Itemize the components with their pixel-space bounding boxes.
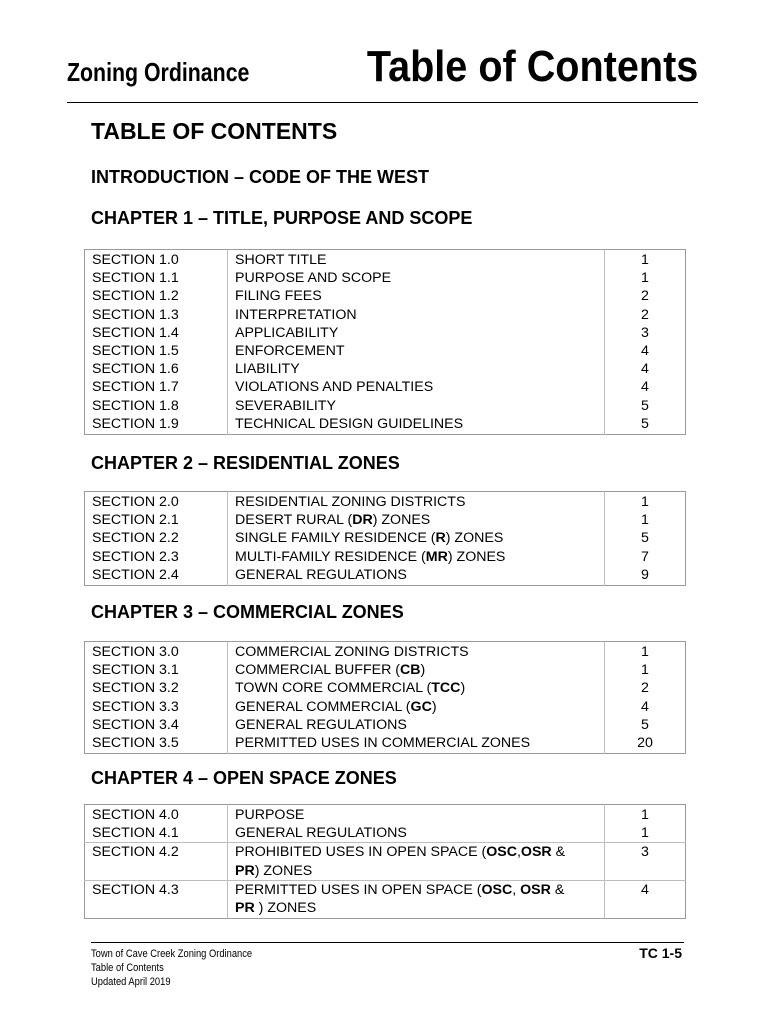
toc-row [85,698,686,716]
section-title: PURPOSE AND SCOPE [228,269,605,287]
page-number: 4 [605,880,686,918]
zone-code: TCC [431,680,461,697]
toc-row [85,287,686,305]
section-number: SECTION 1.6 [85,360,228,378]
section-title: VIOLATIONS AND PENALTIES [228,378,605,396]
page-number: 4 [641,343,649,360]
chapter-4-table [84,804,686,919]
section-title: FILING FEES [228,287,605,305]
toc-row [85,805,686,825]
page-number: 9 [641,566,649,583]
section-number: SECTION 1.7 [85,378,228,396]
page-header [67,40,698,103]
toc-row [85,548,686,566]
header-left-title: Zoning Ordinance [67,57,250,87]
page-number: 5 [641,397,649,414]
section-title: RESIDENTIAL ZONING DISTRICTS [228,492,605,512]
toc-row [85,642,686,662]
section-title: APPLICABILITY [228,324,605,342]
zone-code: MR [425,548,448,565]
page-number: 1 [641,512,649,529]
section-number: SECTION 1.0 [85,250,228,270]
page-number: 1 [641,807,649,823]
section-title: GENERAL REGULATIONS [228,716,605,734]
intro-heading: INTRODUCTION – CODE OF THE WEST [91,167,430,187]
section-title: ENFORCEMENT [228,342,605,360]
section-number: SECTION 3.2 [85,679,228,697]
toc-row [85,250,686,270]
section-title: SHORT TITLE [228,250,605,270]
footer-info [91,947,252,989]
toc-row [85,397,686,415]
section-title: MULTI-FAMILY RESIDENCE (MR) ZONES [228,548,605,566]
page-number: 4 [641,361,649,378]
section-number: SECTION 1.1 [85,269,228,287]
page-number: 20 [637,735,653,752]
toc-row [85,716,686,734]
zone-code: OSR [520,881,551,898]
footer-line-1: Town of Cave Creek Zoning Ordinance [91,948,253,960]
section-number: SECTION 1.9 [85,415,228,435]
section-title: GENERAL REGULATIONS [228,566,605,586]
page-number: 5 [641,716,649,733]
section-title: SINGLE FAMILY RESIDENCE (R) ZONES [228,529,605,547]
section-number: SECTION 2.4 [85,566,228,586]
page-number: 4 [641,698,649,715]
toc-row [85,734,686,754]
section-title: PURPOSE [228,805,605,825]
section-title: COMMERCIAL ZONING DISTRICTS [228,642,605,662]
section-number: SECTION 1.2 [85,287,228,305]
page-number: 1 [641,644,649,660]
section-number: SECTION 1.8 [85,397,228,415]
toc-row [85,492,686,512]
toc-row [85,679,686,697]
toc-row [85,566,686,586]
section-title: PERMITTED USES IN COMMERCIAL ZONES [228,734,605,754]
section-title: PROHIBITED USES IN OPEN SPACE (OSC,OSR & PR) ZONES [228,843,605,880]
page-number: 2 [641,306,649,323]
footer-page-number: TC 1-5 [639,945,682,961]
chapter-3-table [84,641,686,754]
toc-row [85,324,686,342]
zone-code: OSR [520,844,552,861]
section-number: SECTION 2.2 [85,529,228,547]
page-number: 2 [641,680,649,697]
toc-row [85,661,686,679]
section-title: TECHNICAL DESIGN GUIDELINES [228,415,605,435]
page-number: 3 [641,324,649,341]
section-number: SECTION 4.0 [85,805,228,825]
section-number: SECTION 2.1 [85,511,228,529]
chapter-3-heading: CHAPTER 3 – COMMERCIAL ZONES [91,602,404,622]
page-number: 1 [641,662,649,679]
toc-row [85,529,686,547]
page-number: 5 [641,530,649,547]
footer-divider [91,942,684,943]
section-number: SECTION 4.3 [85,880,228,918]
page-number: 1 [641,252,649,268]
toc-row [85,378,686,396]
section-number: SECTION 3.1 [85,661,228,679]
zone-code: DR [352,512,373,529]
section-number: SECTION 3.3 [85,698,228,716]
toc-row [85,342,686,360]
section-number: SECTION 1.4 [85,324,228,342]
page-number: 3 [605,843,686,880]
section-title: SEVERABILITY [228,397,605,415]
section-title: PERMITTED USES IN OPEN SPACE (OSC, OSR & PR ) ZONES [228,880,605,918]
toc-row [85,306,686,324]
chapter-1-heading: CHAPTER 1 – TITLE, PURPOSE AND SCOPE [91,208,473,228]
section-title: GENERAL COMMERCIAL (GC) [228,698,605,716]
page-number: 2 [641,288,649,305]
page-number: 1 [641,494,649,510]
header-right-title: Table of Contents [366,42,698,91]
zone-code: CB [400,662,421,679]
toc-row [85,824,686,843]
section-title: INTERPRETATION [228,306,605,324]
toc-row [85,415,686,435]
chapter-1-table [84,249,686,435]
zone-code: OSC [481,881,513,898]
footer-line-2: Table of Contents [91,962,164,974]
zone-code: R [435,530,446,547]
page-number: 4 [641,379,649,396]
section-title: TOWN CORE COMMERCIAL (TCC) [228,679,605,697]
footer-line-3: Updated April 2019 [91,976,171,988]
zone-code: PR [235,900,255,917]
section-title: GENERAL REGULATIONS [228,824,605,843]
document-title: TABLE OF CONTENTS [91,118,338,144]
page-number: 1 [641,825,649,842]
chapter-4-heading: CHAPTER 4 – OPEN SPACE ZONES [91,768,397,788]
section-title: LIABILITY [228,360,605,378]
zone-code: OSC [486,844,517,861]
section-number: SECTION 4.1 [85,824,228,843]
section-number: SECTION 4.2 [85,843,228,880]
section-number: SECTION 3.5 [85,734,228,754]
page-number: 5 [641,415,649,432]
page-number: 7 [641,548,649,565]
section-number: SECTION 1.5 [85,342,228,360]
section-number: SECTION 1.3 [85,306,228,324]
section-title: COMMERCIAL BUFFER (CB) [228,661,605,679]
section-number: SECTION 2.3 [85,548,228,566]
zone-code: PR [235,862,255,879]
toc-row [85,269,686,287]
zone-code: GC [410,698,432,715]
toc-row [85,511,686,529]
page-number: 1 [641,270,649,287]
chapter-2-heading: CHAPTER 2 – RESIDENTIAL ZONES [91,453,400,473]
toc-row [85,360,686,378]
section-number: SECTION 2.0 [85,492,228,512]
chapter-2-table [84,491,686,586]
section-number: SECTION 3.4 [85,716,228,734]
section-title: DESERT RURAL (DR) ZONES [228,511,605,529]
toc-row [85,880,686,918]
section-number: SECTION 3.0 [85,642,228,662]
toc-row [85,843,686,880]
